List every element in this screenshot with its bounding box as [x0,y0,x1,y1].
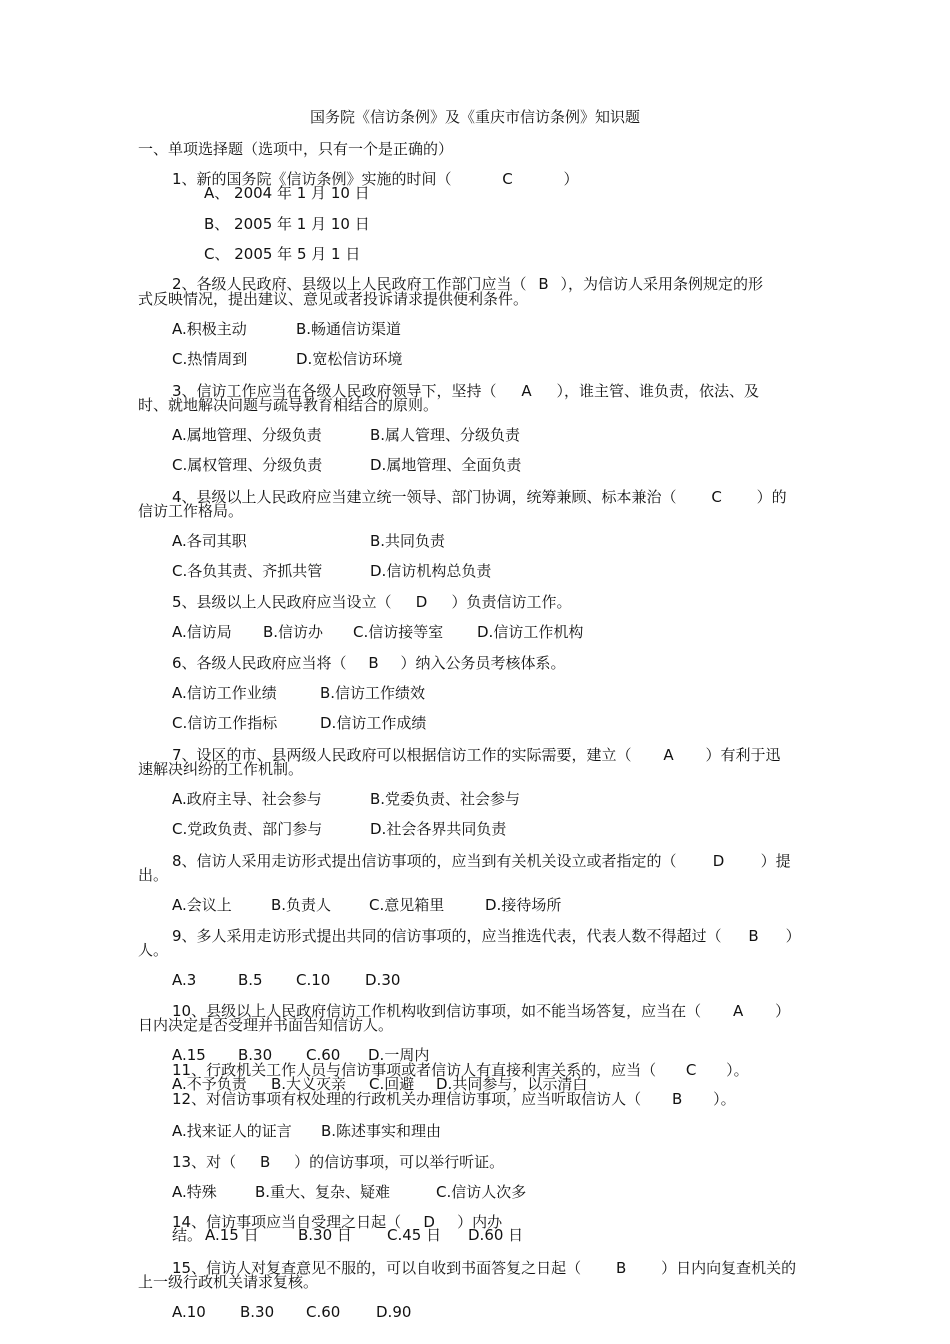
option: C.信访接等室 [353,623,444,641]
question-text: ）的 [756,488,787,506]
option: D.信访机构总负责 [370,562,492,580]
option: B.党委负责、社会参与 [370,790,521,808]
option: A.15 [172,1046,206,1064]
question-text: ）日内向复查机关的 [661,1259,797,1277]
section-heading: 一、单项选择题（选项中，只有一个是正确的） [138,140,454,158]
question-text-cont: 时、就地解决问题与疏导教育相结合的原则。 [138,396,439,414]
option: C.60 [306,1303,341,1321]
question-text: ） [785,927,801,945]
question-text-cont: 速解决纠纷的工作机制。 [138,760,304,778]
option: C.信访人次多 [436,1183,527,1201]
answer-letter: D [423,1213,435,1231]
option: A.不予负责 [172,1075,247,1093]
option: D.信访工作机构 [477,623,584,641]
question-text: ），谁主管、谁负责，依法、及 [556,382,760,400]
question-text: ）纳入公务员考核体系。 [400,654,566,672]
question-text-cont: 式反映情况，提出建议、意见或者投诉请求提供便利条件。 [138,290,529,308]
question-text-cont: 出。 [138,866,169,884]
question-text: ），为信访人采用条例规定的形 [560,275,764,293]
question-text-cont: 上一级行政机关请求复核。 [138,1273,319,1291]
question-text: 4、县级以上人民政府应当建立统一领导、部门协调，统筹兼顾、标本兼治（ [172,488,677,506]
question-text-cont: 信访工作格局。 [138,502,244,520]
question-text: ）提 [760,852,791,870]
option: B.陈述事实和理由 [321,1122,442,1140]
answer-letter: D [712,852,725,870]
question-text: ）内办 [457,1213,503,1231]
question-5 [172,593,572,611]
answer-letter: B [615,1259,627,1277]
option: D.90 [376,1303,412,1321]
question-text: ）的信访事项，可以举行听证。 [294,1153,505,1171]
question-6 [172,654,566,672]
option: D.接待场所 [485,896,562,914]
option: A.会议上 [172,896,232,914]
option: C.意见箱里 [369,896,445,914]
question-text: ）有利于迅 [705,746,781,764]
question-text: 6、各级人民政府应当将（ [172,654,347,672]
question-text: 10、县级以上人民政府信访工作机构收到信访事项，如不能当场答复，应当在（ [172,1002,702,1020]
option: D.信访工作成绩 [320,714,427,732]
option: D.60 日 [468,1226,524,1244]
question-text: 15、信访人对复查意见不服的，可以自收到书面答复之日起（ [172,1259,582,1277]
question-text: 1、新的国务院《信访条例》实施的时间（ [172,170,452,188]
option: A.找来证人的证言 [172,1122,292,1140]
option: C、 2005 年 5 月 1 日 [204,245,361,263]
question-text: ） [775,1002,791,1020]
answer-letter: B [671,1090,683,1108]
option: D.属地管理、全面负责 [370,456,522,474]
question-text-cont: 日内决定是否受理并书面告知信访人。 [138,1016,394,1034]
option: C.热情周到 [172,350,248,368]
question-text: 14、信访事项应当自受理之日起（ [172,1213,402,1231]
answer-letter: B [368,654,379,672]
question-text: 3、信访工作应当在各级人民政府领导下，坚持（ [172,382,497,400]
question-12 [172,1090,736,1108]
option: B.30 [240,1303,275,1321]
option: D.宽松信访环境 [296,350,403,368]
question-text: 5、县级以上人民政府应当设立（ [172,593,392,611]
option: B.5 [238,971,263,989]
answer-letter: D [415,593,428,611]
question-text: 9、多人采用走访形式提出共同的信访事项的，应当推选代表，代表人数不得超过（ [172,927,722,945]
answer-letter: B [538,275,549,293]
option: A.15 日 [205,1226,259,1244]
option: A.3 [172,971,197,989]
question-text: 8、信访人采用走访形式提出信访事项的，应当到有关机关设立或者指定的（ [172,852,677,870]
answer-letter: B [748,927,759,945]
option: B.重大、复杂、疑难 [255,1183,391,1201]
option: C.10 [296,971,331,989]
option: A.各司其职 [172,532,247,550]
option: A.10 [172,1303,206,1321]
option: B.信访办 [263,623,324,641]
option: D.一周内 [368,1046,430,1064]
option: A.特殊 [172,1183,217,1201]
question-text: 7、设区的市、县两级人民政府可以根据信访工作的实际需要，建立（ [172,746,632,764]
option: B.大义灭亲 [271,1075,347,1093]
answer-letter: A [732,1002,744,1020]
question-text: 13、对（ [172,1153,237,1171]
option: B、 2005 年 1 月 10 日 [204,215,370,233]
option: B.30 [238,1046,273,1064]
option: D.共同参与，以示清白 [436,1075,588,1093]
option: A.信访局 [172,623,232,641]
option: C.回避 [369,1075,415,1093]
option: C.信访工作指标 [172,714,278,732]
question-text: ）。 [713,1090,736,1108]
question-9 [172,927,801,945]
option: B.畅通信访渠道 [296,320,402,338]
option: C.60 [306,1046,341,1064]
option: D.30 [365,971,401,989]
question-text: 11、行政机关工作人员与信访事项或者信访人有直接利害关系的，应当（ [172,1061,657,1079]
question-13 [172,1153,504,1171]
option: B.30 日 [298,1226,352,1244]
option: B.属人管理、分级负责 [370,426,521,444]
option: C.党政负责、部门参与 [172,820,323,838]
option: C.45 日 [387,1226,442,1244]
question-text-cont: 人。 [138,941,169,959]
doc-title: 国务院《信访条例》及《重庆市信访条例》知识题 [309,108,640,126]
option: B.负责人 [271,896,332,914]
option: A.积极主动 [172,320,247,338]
option: A.政府主导、社会参与 [172,790,322,808]
answer-letter: A [521,382,532,400]
question-8 [172,852,791,870]
question-text: ）。 [726,1061,749,1079]
option: D.社会各界共同负责 [370,820,507,838]
option: C.属权管理、分级负责 [172,456,323,474]
answer-letter: C [502,170,513,188]
answer-letter: C [685,1061,697,1079]
answer-letter: B [259,1153,271,1171]
question-text: ） [563,170,579,188]
question-4 [172,488,787,506]
answer-letter: C [711,488,722,506]
option: A.信访工作业绩 [172,684,277,702]
question-text: 12、对信访事项有权处理的行政机关办理信访事项，应当听取信访人（ [172,1090,642,1108]
question-text: ）负责信访工作。 [451,593,572,611]
option: C.各负其责、齐抓共管 [172,562,323,580]
option: B.信访工作绩效 [320,684,426,702]
option: A.属地管理、分级负责 [172,426,322,444]
answer-letter: A [663,746,674,764]
option: A、 2004 年 1 月 10 日 [204,184,370,202]
question-text: 2、各级人民政府、县级以上人民政府工作部门应当（ [172,275,527,293]
question-text-cont: 结。 [172,1226,203,1244]
option: B.共同负责 [370,532,446,550]
